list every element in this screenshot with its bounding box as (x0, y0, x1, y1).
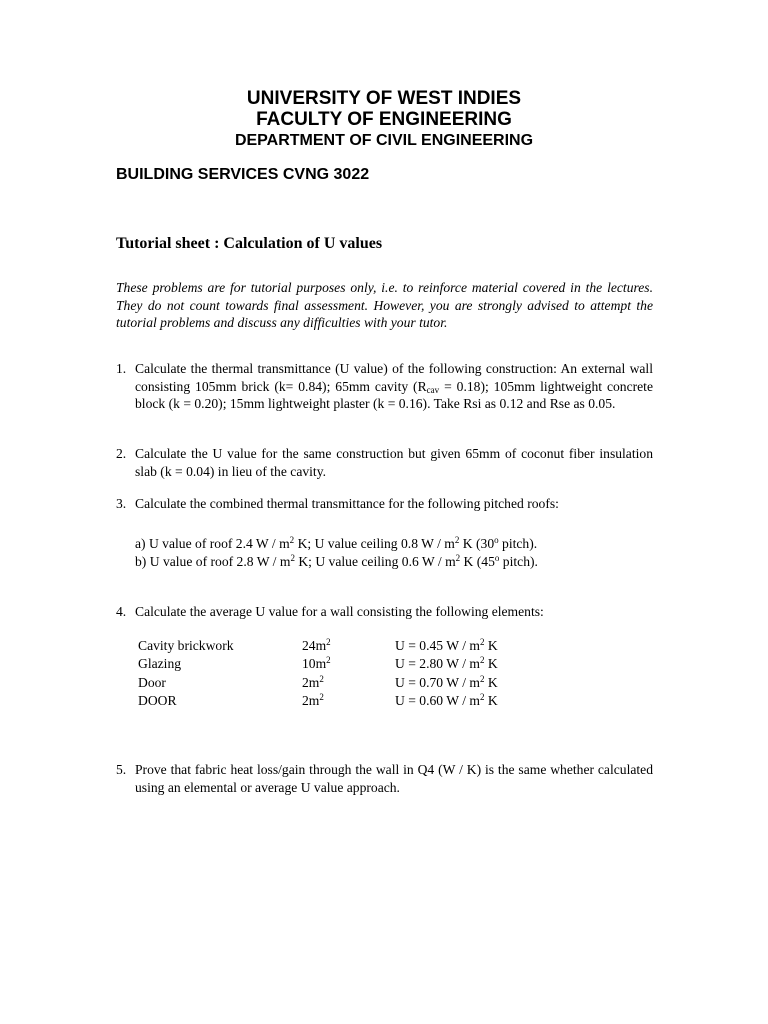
question-3 (116, 495, 653, 513)
element-area (302, 656, 331, 672)
question-3-part-a (135, 536, 537, 552)
superscript: 2 (479, 655, 485, 665)
u-value: U = 0.60 W / m (395, 693, 480, 708)
question-text: Calculate the combined thermal transmittance for the following pitched roofs: (135, 496, 559, 511)
subscript-cav: cav (426, 384, 440, 395)
superscript: 2 (326, 655, 331, 665)
part-text: pitch). (498, 536, 538, 551)
area-value: 2m (302, 693, 320, 708)
question-text: Calculate the U value for the same construction but given 65mm of coconut fiber insulation slab (k = 0.04) in lieu of the cavity. (135, 446, 653, 479)
superscript: 2 (319, 692, 324, 702)
degree-superscript: o (494, 535, 499, 545)
intro-paragraph: These problems are for tutorial purposes only, i.e. to reinforce material covered in the lectures. They do not count towards final assessment. However, you are strongly advised to attempt the tutorial problems and discuss any difficulties with your tutor. (116, 280, 653, 330)
element-u-value (395, 675, 498, 691)
area-value: 24m (302, 638, 327, 653)
question-text (135, 360, 653, 413)
university-title: UNIVERSITY OF WEST INDIES (246, 88, 522, 109)
question-number: 4. (116, 604, 127, 619)
element-u-value (395, 693, 498, 709)
question-1 (116, 360, 653, 413)
part-label: a) (135, 536, 146, 551)
element-area (302, 638, 331, 654)
question-number: 1. (116, 361, 127, 376)
u-unit: K (484, 693, 498, 708)
superscript: 2 (319, 674, 324, 684)
element-name: Cavity brickwork (138, 638, 234, 653)
superscript: 2 (479, 692, 485, 702)
element-name: DOOR (138, 693, 177, 708)
part-text: K (45 (460, 554, 495, 569)
part-text: pitch). (499, 554, 538, 569)
element-u-value (395, 656, 498, 672)
element-area (302, 675, 324, 691)
faculty-title: FACULTY OF ENGINEERING (256, 109, 512, 130)
u-unit: K (484, 656, 498, 671)
question-text-part: Calculate the thermal transmittance (U value) of the following construction: An external wall consisting 105mm brick (k= 0.84); 65mm cavity (R (135, 361, 653, 394)
superscript: 2 (326, 637, 331, 647)
part-text: U value of roof 2.8 W / m (149, 554, 291, 569)
question-text-part: = 0.18); 105mm lightweight concrete block (k = 0.20); 15mm lightweight plaster (k = 0.16). Take Rsi as 0.12 and Rse as 0.05. (135, 378, 653, 411)
question-4 (116, 603, 653, 621)
u-unit: K (484, 638, 498, 653)
superscript: 2 (479, 674, 485, 684)
part-text: K (30 (459, 536, 495, 551)
element-u-value (395, 638, 498, 654)
part-text: K; U value ceiling 0.8 W / m (294, 536, 455, 551)
superscript: 2 (479, 637, 485, 647)
department-title: DEPARTMENT OF CIVIL ENGINEERING (234, 132, 534, 149)
u-value: U = 0.45 W / m (395, 638, 480, 653)
area-value: 10m (302, 656, 327, 671)
course-title: BUILDING SERVICES CVNG 3022 (116, 166, 370, 183)
question-3-part-b (135, 554, 538, 570)
u-value: U = 0.70 W / m (395, 675, 480, 690)
part-text: K; U value ceiling 0.6 W / m (294, 554, 456, 569)
superscript: 2 (289, 535, 295, 545)
question-text: Prove that fabric heat loss/gain through the wall in Q4 (W / K) is the same whether calculated using an elemental or average U value approach. (135, 762, 653, 795)
question-2 (116, 445, 653, 480)
question-number: 2. (116, 446, 127, 461)
u-unit: K (484, 675, 498, 690)
degree-superscript: o (494, 553, 500, 563)
question-number: 5. (116, 762, 127, 777)
superscript: 2 (455, 553, 461, 563)
part-text: U value of roof 2.4 W / m (148, 536, 290, 551)
u-value: U = 2.80 W / m (395, 656, 480, 671)
question-text: Calculate the average U value for a wall consisting the following elements: (135, 604, 544, 619)
area-value: 2m (302, 675, 320, 690)
superscript: 2 (454, 535, 460, 545)
element-area (302, 693, 324, 709)
superscript: 2 (290, 553, 295, 563)
element-name: Door (138, 675, 166, 690)
tutorial-title: Tutorial sheet : Calculation of U values (116, 235, 383, 252)
element-name: Glazing (138, 656, 182, 671)
question-5 (116, 761, 653, 796)
part-label: b) (135, 554, 147, 569)
question-number: 3. (116, 496, 127, 511)
